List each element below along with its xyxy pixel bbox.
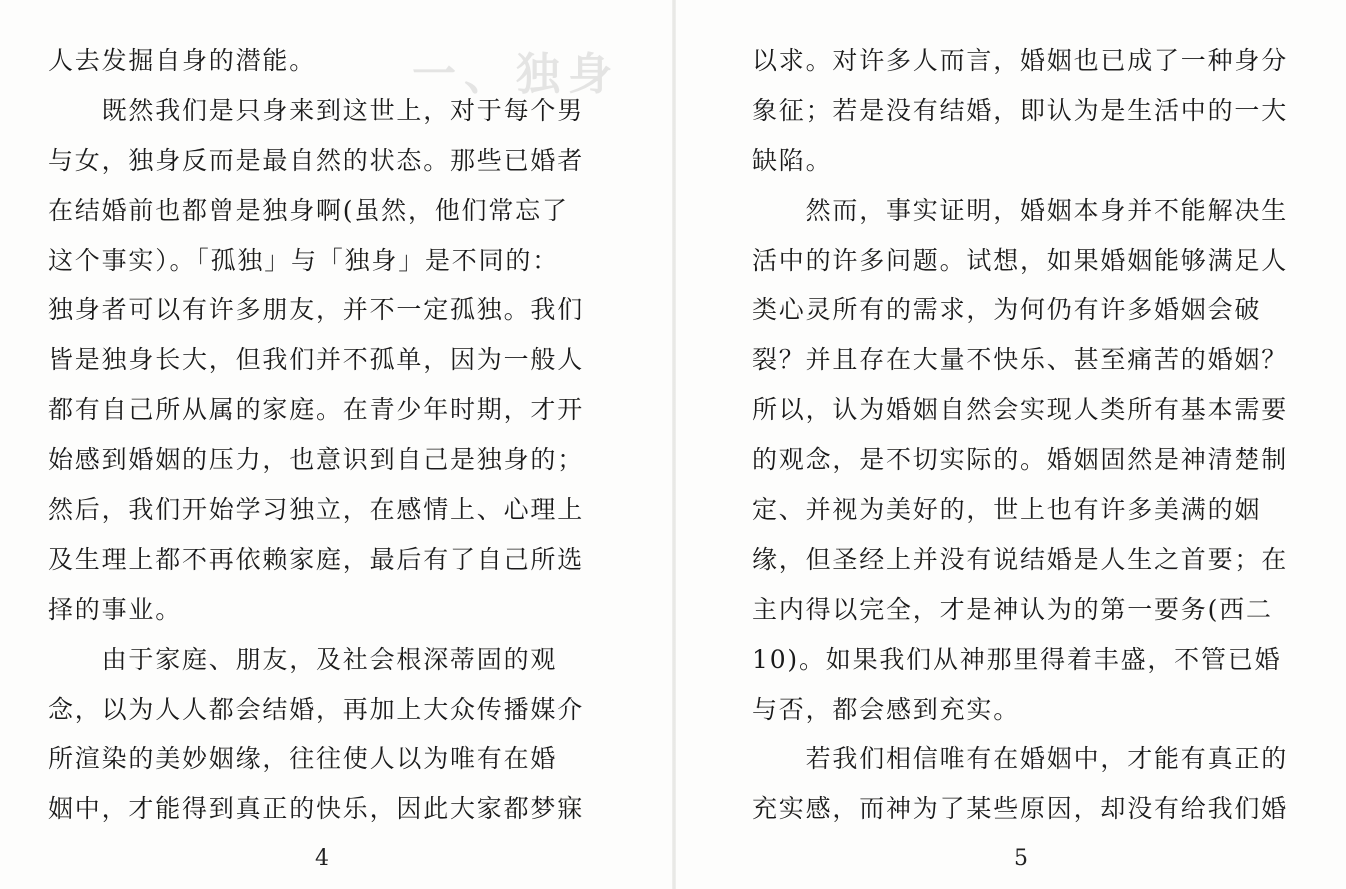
text-line: 10)。如果我们从神那里得着丰盛，不管已婚 <box>752 644 1282 674</box>
text-line: 然而，事实证明，婚姻本身并不能解决生 <box>752 195 1289 225</box>
text-line: 裂？并且存在大量不快乐、甚至痛苦的婚姻？ <box>752 345 1289 375</box>
text-line: 皆是独身长大，但我们并不孤单，因为一般人 <box>48 345 585 375</box>
text-line: 由于家庭、朋友，及社会根深蒂固的观 <box>48 644 558 674</box>
page-number-right: 5 <box>1014 846 1028 871</box>
left-page <box>48 36 608 834</box>
text-line: 既然我们是只身来到这世上，对于每个男 <box>48 95 585 125</box>
text-line: 始感到婚姻的压力，也意识到自己是独身的； <box>48 445 585 475</box>
text-line: 人去发掘自身的潜能。 <box>48 46 317 75</box>
text-line: 缘，但圣经上并没有说结婚是人生之首要；在 <box>752 544 1289 574</box>
text-line: 以求。对许多人而言，婚姻也已成了一种身分 <box>752 46 1289 75</box>
text-line: 都有自己所从属的家庭。在青少年时期，才开 <box>48 395 585 425</box>
text-line: 在结婚前也都曾是独身啊(虽然，他们常忘了 <box>48 195 569 225</box>
text-line: 念，以为人人都会结婚，再加上大众传播媒介 <box>48 694 585 724</box>
text-line: 的观念，是不切实际的。婚姻固然是神清楚制 <box>752 445 1289 475</box>
text-line: 充实感，而神为了某些原因，却没有给我们婚 <box>752 794 1289 824</box>
text-line: 择的事业。 <box>48 594 183 624</box>
text-line: 定、并视为美好的，世上也有许多美满的姻 <box>752 495 1262 525</box>
right-page <box>752 36 1312 834</box>
text-line: 及生理上都不再依赖家庭，最后有了自己所选 <box>48 544 585 574</box>
book-gutter <box>672 0 676 889</box>
text-line: 所渲染的美妙姻缘，往往使人以为唯有在婚 <box>48 744 558 774</box>
text-line: 若我们相信唯有在婚姻中，才能有真正的 <box>752 744 1289 774</box>
text-line: 主内得以完全，才是神认为的第一要务(西二 <box>752 594 1273 624</box>
text-line: 独身者可以有许多朋友，并不一定孤独。我们 <box>48 295 585 325</box>
text-line: 这个事实）。「孤独」与「独身」是不同的： <box>48 245 560 275</box>
text-line: 类心灵所有的需求，为何仍有许多婚姻会破 <box>752 295 1262 325</box>
text-line: 与女，独身反而是最自然的状态。那些已婚者 <box>48 145 585 175</box>
text-line: 活中的许多问题。试想，如果婚姻能够满足人 <box>752 245 1289 275</box>
text-line: 缺陷。 <box>752 145 833 175</box>
page-number-left: 4 <box>315 846 329 871</box>
show-through-heading: 一、独身 <box>412 49 620 100</box>
text-line: 与否，都会感到充实。 <box>752 694 1021 724</box>
text-line: 然后，我们开始学习独立，在感情上、心理上 <box>48 495 585 525</box>
text-line: 姻中，才能得到真正的快乐，因此大家都梦寐 <box>48 794 585 824</box>
text-line: 象征；若是没有结婚，即认为是生活中的一大 <box>752 95 1289 125</box>
text-line: 所以，认为婚姻自然会实现人类所有基本需要 <box>752 395 1289 425</box>
